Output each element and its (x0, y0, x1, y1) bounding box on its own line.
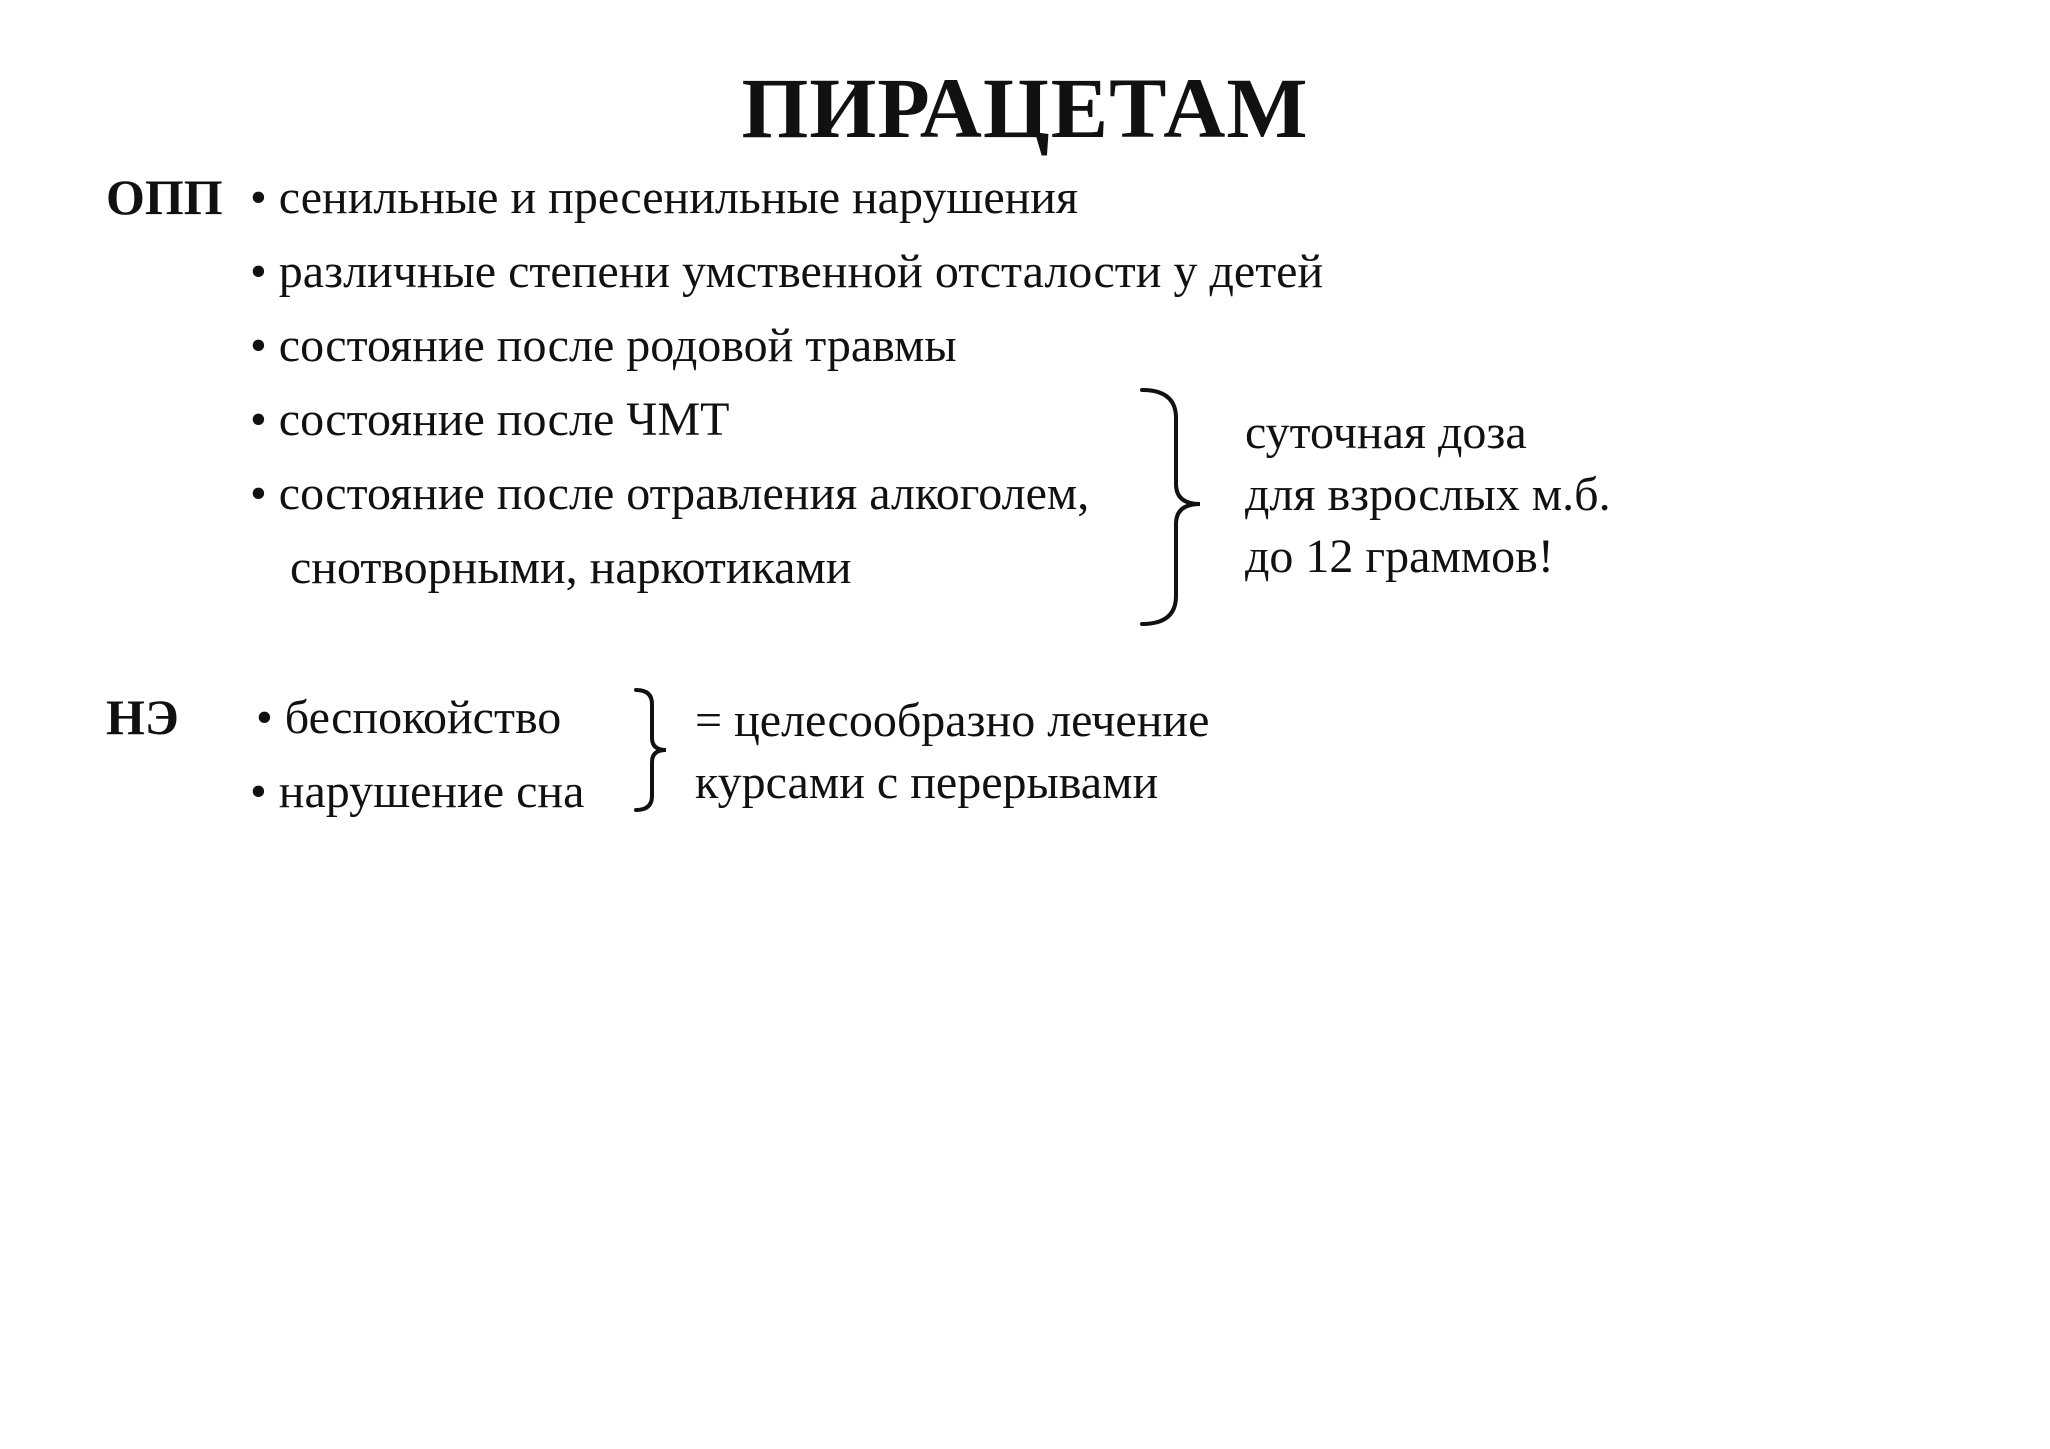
opp-item: • состояние после родовой травмы (250, 319, 957, 372)
ne-brace (634, 688, 674, 812)
opp-note-line: для взрослых м.б. (1245, 468, 1611, 521)
opp-note-line: до 12 граммов! (1245, 530, 1554, 583)
ne-label: НЭ (106, 689, 179, 745)
opp-dose-note (1245, 402, 1611, 588)
opp-item: • состояние после отравления алкоголем, (250, 467, 1090, 520)
opp-note-line: суточная доза (1245, 406, 1527, 459)
ne-note-line: курсами с перерывами (695, 756, 1159, 809)
ne-item: • нарушение сна (250, 765, 585, 818)
ne-note-line: = целесообразно лечение (695, 694, 1210, 747)
opp-item: • различные степени умственной отсталости у детей (250, 245, 1324, 298)
opp-brace (1140, 388, 1210, 628)
ne-treatment-note (695, 690, 1209, 814)
opp-item: • состояние после ЧМТ (250, 393, 730, 446)
opp-item: • сенильные и пресенильные нарушения (250, 171, 1079, 224)
ne-item: • беспокойство (256, 691, 562, 744)
opp-label: ОПП (106, 169, 223, 225)
slide-title: ПИРАЦЕТАМ (741, 60, 1309, 156)
opp-item-continuation: снотворными, наркотиками (290, 541, 852, 594)
